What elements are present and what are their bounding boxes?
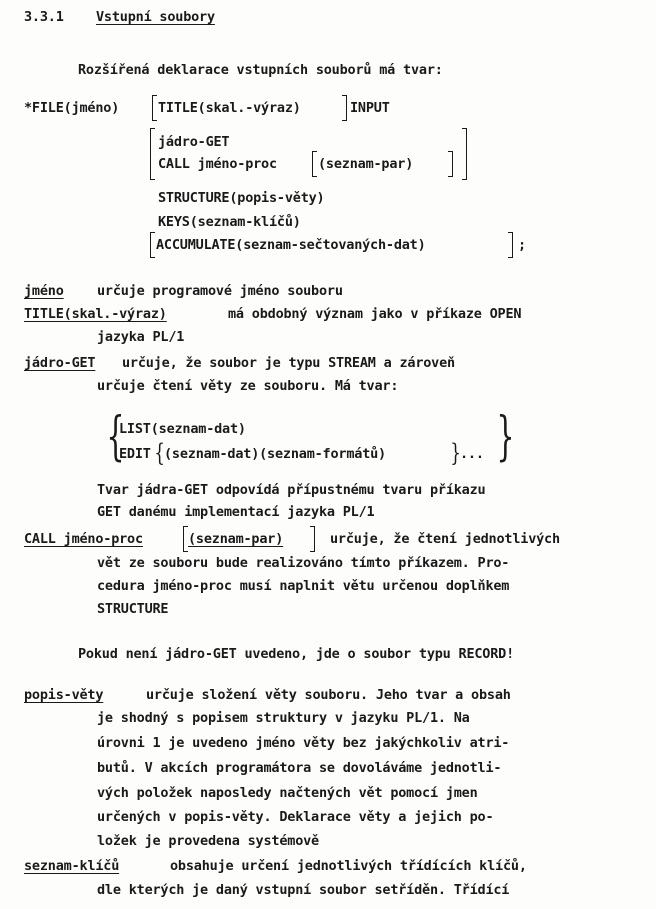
def-term-jmeno: jméno	[24, 283, 64, 299]
brace-edit-open: {	[154, 439, 165, 467]
bracket-call-close	[310, 526, 315, 552]
syntax-call: CALL jméno-proc	[158, 156, 277, 172]
get-list-line: LIST(seznam-dat)	[119, 421, 246, 437]
syntax-structure: STRUCTURE(popis-věty)	[158, 190, 325, 206]
record-note: Pokud není jádro-GET uvedeno, jde o soubor typu RECORD!	[78, 646, 515, 662]
def-term-title: TITLE(skal.-výraz)	[24, 306, 167, 322]
syntax-file-prefix: *FILE(jméno)	[24, 100, 120, 116]
get-edit-args: (seznam-dat)(seznam-formátů)	[164, 446, 386, 462]
def-text-klic-1: obsahuje určení jednotlivých třídících klíčů,	[170, 858, 527, 874]
section-number: 3.3.1	[24, 9, 64, 25]
bracket-title-close	[342, 95, 347, 121]
def-term-jadro-get: jádro-GET	[24, 355, 96, 371]
bracket-acc-close	[508, 232, 513, 258]
syntax-title: TITLE(skal.-výraz)	[158, 100, 301, 116]
def-text-popis-6: určených v popis-věty. Deklarace věty a jejich po-	[97, 809, 494, 825]
def-text-popis-2: je shodný s popisem struktury v jazyku PL/1. Na	[97, 710, 470, 726]
bracket-title-open	[152, 95, 157, 121]
get-edit-ellipsis: ...	[460, 446, 484, 462]
bracket-par-open	[312, 151, 317, 177]
def-term-popis-vety: popis-věty	[24, 687, 104, 703]
syntax-semicolon: ;	[518, 237, 526, 253]
bracket-get-close	[462, 128, 467, 180]
def-text-title-1: má obdobný význam jako v příkaze OPEN	[228, 306, 522, 322]
brace-edit-close: }	[450, 439, 461, 467]
def-text-jadro-1: určuje, že soubor je typu STREAM a zároveň	[122, 355, 455, 371]
brace-open: {	[106, 407, 125, 467]
def-text-popis-1: určuje složení věty souboru. Jeho tvar a obsah	[146, 687, 511, 703]
def-text-call-3: cedura jméno-proc musí naplnit větu určenou doplňkem	[97, 578, 510, 594]
section-title: Vstupní soubory	[96, 9, 215, 25]
syntax-keys: KEYS(seznam-klíčů)	[158, 214, 301, 230]
def-text-jadro-2: určuje čtení věty ze souboru. Má tvar:	[97, 378, 399, 394]
def-text-klic-2: dle kterých je daný vstupní soubor setříděn. Třídící	[97, 882, 510, 898]
tvar-text-2: GET danému implementací jazyka PL/1	[97, 504, 375, 520]
def-text-call-1: určuje, že čtení jednotlivých	[330, 531, 560, 547]
tvar-text-1: Tvar jádra-GET odpovídá přípustnému tvaru příkazu	[97, 482, 486, 498]
def-text-popis-4: butů. V akcích programátora se dovoláváme jednotli-	[97, 760, 502, 776]
def-text-call-2: vět ze souboru bude realizováno tímto příkazem. Pro-	[97, 555, 510, 571]
intro-text: Rozšířená deklarace vstupních souborů má tvar:	[78, 62, 443, 78]
def-text-call-4: STRUCTURE	[97, 601, 169, 617]
syntax-accumulate: ACCUMULATE(seznam-sečtovaných-dat)	[156, 237, 426, 253]
get-edit-keyword: EDIT	[119, 446, 151, 462]
bracket-par-close	[448, 151, 453, 177]
def-text-jmeno: určuje programové jméno souboru	[97, 283, 343, 299]
bracket-acc-open	[150, 232, 155, 258]
syntax-jadro-get: jádro-GET	[158, 134, 230, 150]
brace-close: }	[496, 407, 515, 467]
def-text-popis-3: úrovni 1 je uvedeno jméno věty bez jakýchkoliv atri-	[97, 735, 510, 751]
syntax-call-args: (seznam-par)	[318, 156, 414, 172]
def-text-popis-5: vých položek naposledy načtených vět pomocí jmen	[97, 785, 478, 801]
def-term-call-args: (seznam-par)	[188, 531, 284, 547]
def-text-title-2: jazyka PL/1	[97, 329, 185, 345]
syntax-input: INPUT	[350, 100, 390, 116]
bracket-get-open	[150, 128, 155, 180]
def-term-seznam-klicu: seznam-klíčů	[24, 858, 120, 874]
def-term-call: CALL jméno-proc	[24, 531, 143, 547]
def-text-popis-7: ložek je provedena systémově	[97, 833, 319, 849]
